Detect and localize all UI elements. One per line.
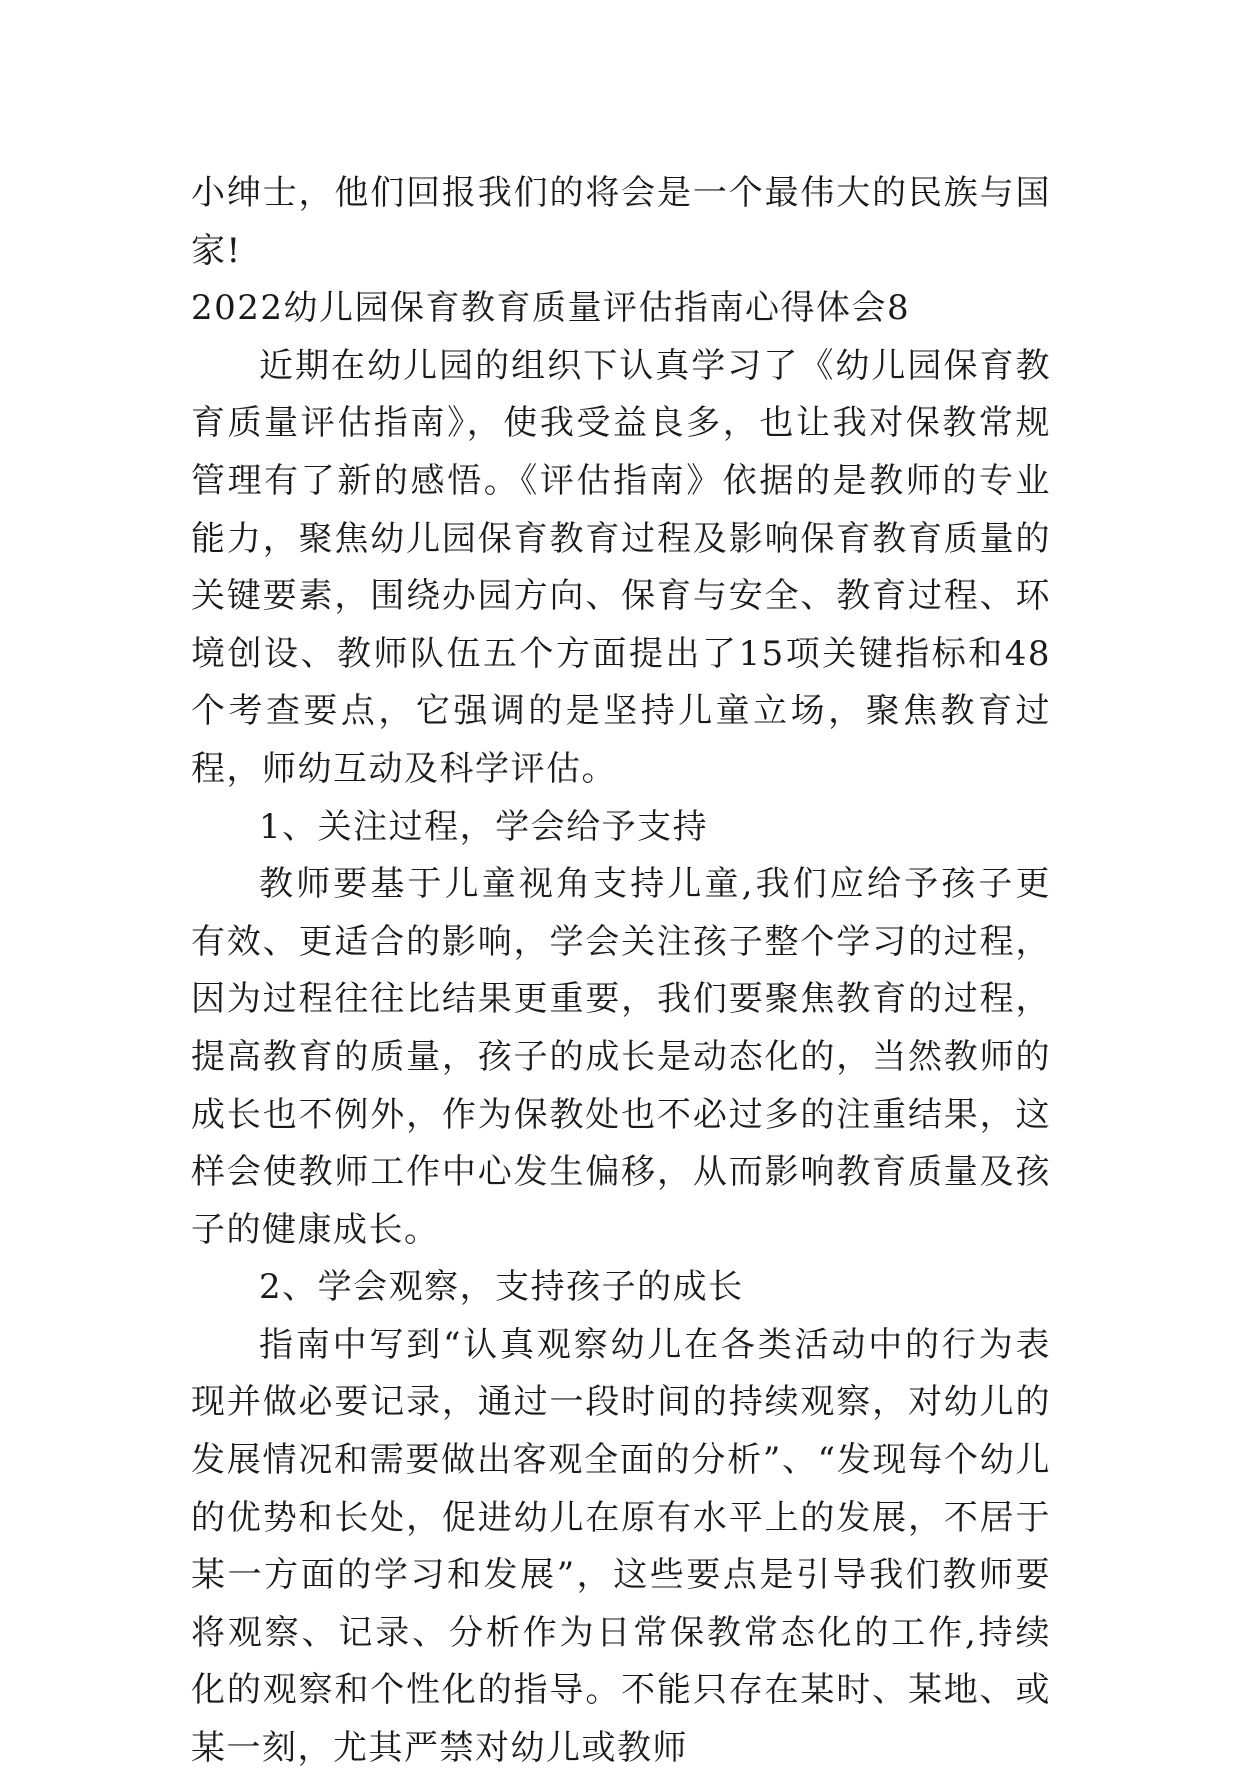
paragraph-continuation: 小绅士，他们回报我们的将会是一个最伟大的民族与国家! — [191, 173, 1051, 271]
paragraph-1: 教师要基于儿童视角支持儿童,我们应给予孩子更有效、更适合的影响，学会关注孩子整个学习的过程，因为过程往往比结果更重要，我们要聚焦教育的过程，提高教育的质量，孩子的成长是动态化的，当然教师的成长也不例外，作为保教处也不必过多的注重结果，这样会使教师工作中心发生偏移，从而影响教育质量及孩子的健康成长。 — [191, 864, 1051, 1250]
paragraph-intro: 近期在幼儿园的组织下认真学习了《幼儿园保育教育质量评估指南》，使我受益良多，也让我对保教常规管理有了新的感悟。《评估指南》依据的是教师的专业能力，聚焦幼儿园保育教育过程及影响保育教育质量的关键要素，围绕办园方向、保育与安全、教育过程、环境创设、教师队伍五个方面提出了15项关键指标和48个考查要点，它强调的是坚持儿童立场，聚焦教育过程，师幼互动及科学评估。 — [191, 345, 1051, 789]
section-heading: 2022幼儿园保育教育质量评估指南心得体会8 — [191, 288, 911, 329]
subheading-2: 2、学会观察，支持孩子的成长 — [259, 1267, 744, 1308]
paragraph-2: 指南中写到“认真观察幼儿在各类活动中的行为表现并做必要记录，通过一段时间的持续观察，对幼儿的发展情况和需要做出客观全面的分析”、“发现每个幼儿的优势和长处，促进幼儿在原有水平上的发展，不居于某一方面的学习和发展”，这些要点是引导我们教师要将观察、记录、分析作为日常保教常态化的工作,持续化的观察和个性化的指导。不能只存在某时、某地、或某一刻，尤其严禁对幼儿或教师 — [191, 1324, 1051, 1769]
document-body — [191, 165, 1051, 1778]
subheading-1: 1、关注过程，学会给予支持 — [259, 806, 709, 847]
